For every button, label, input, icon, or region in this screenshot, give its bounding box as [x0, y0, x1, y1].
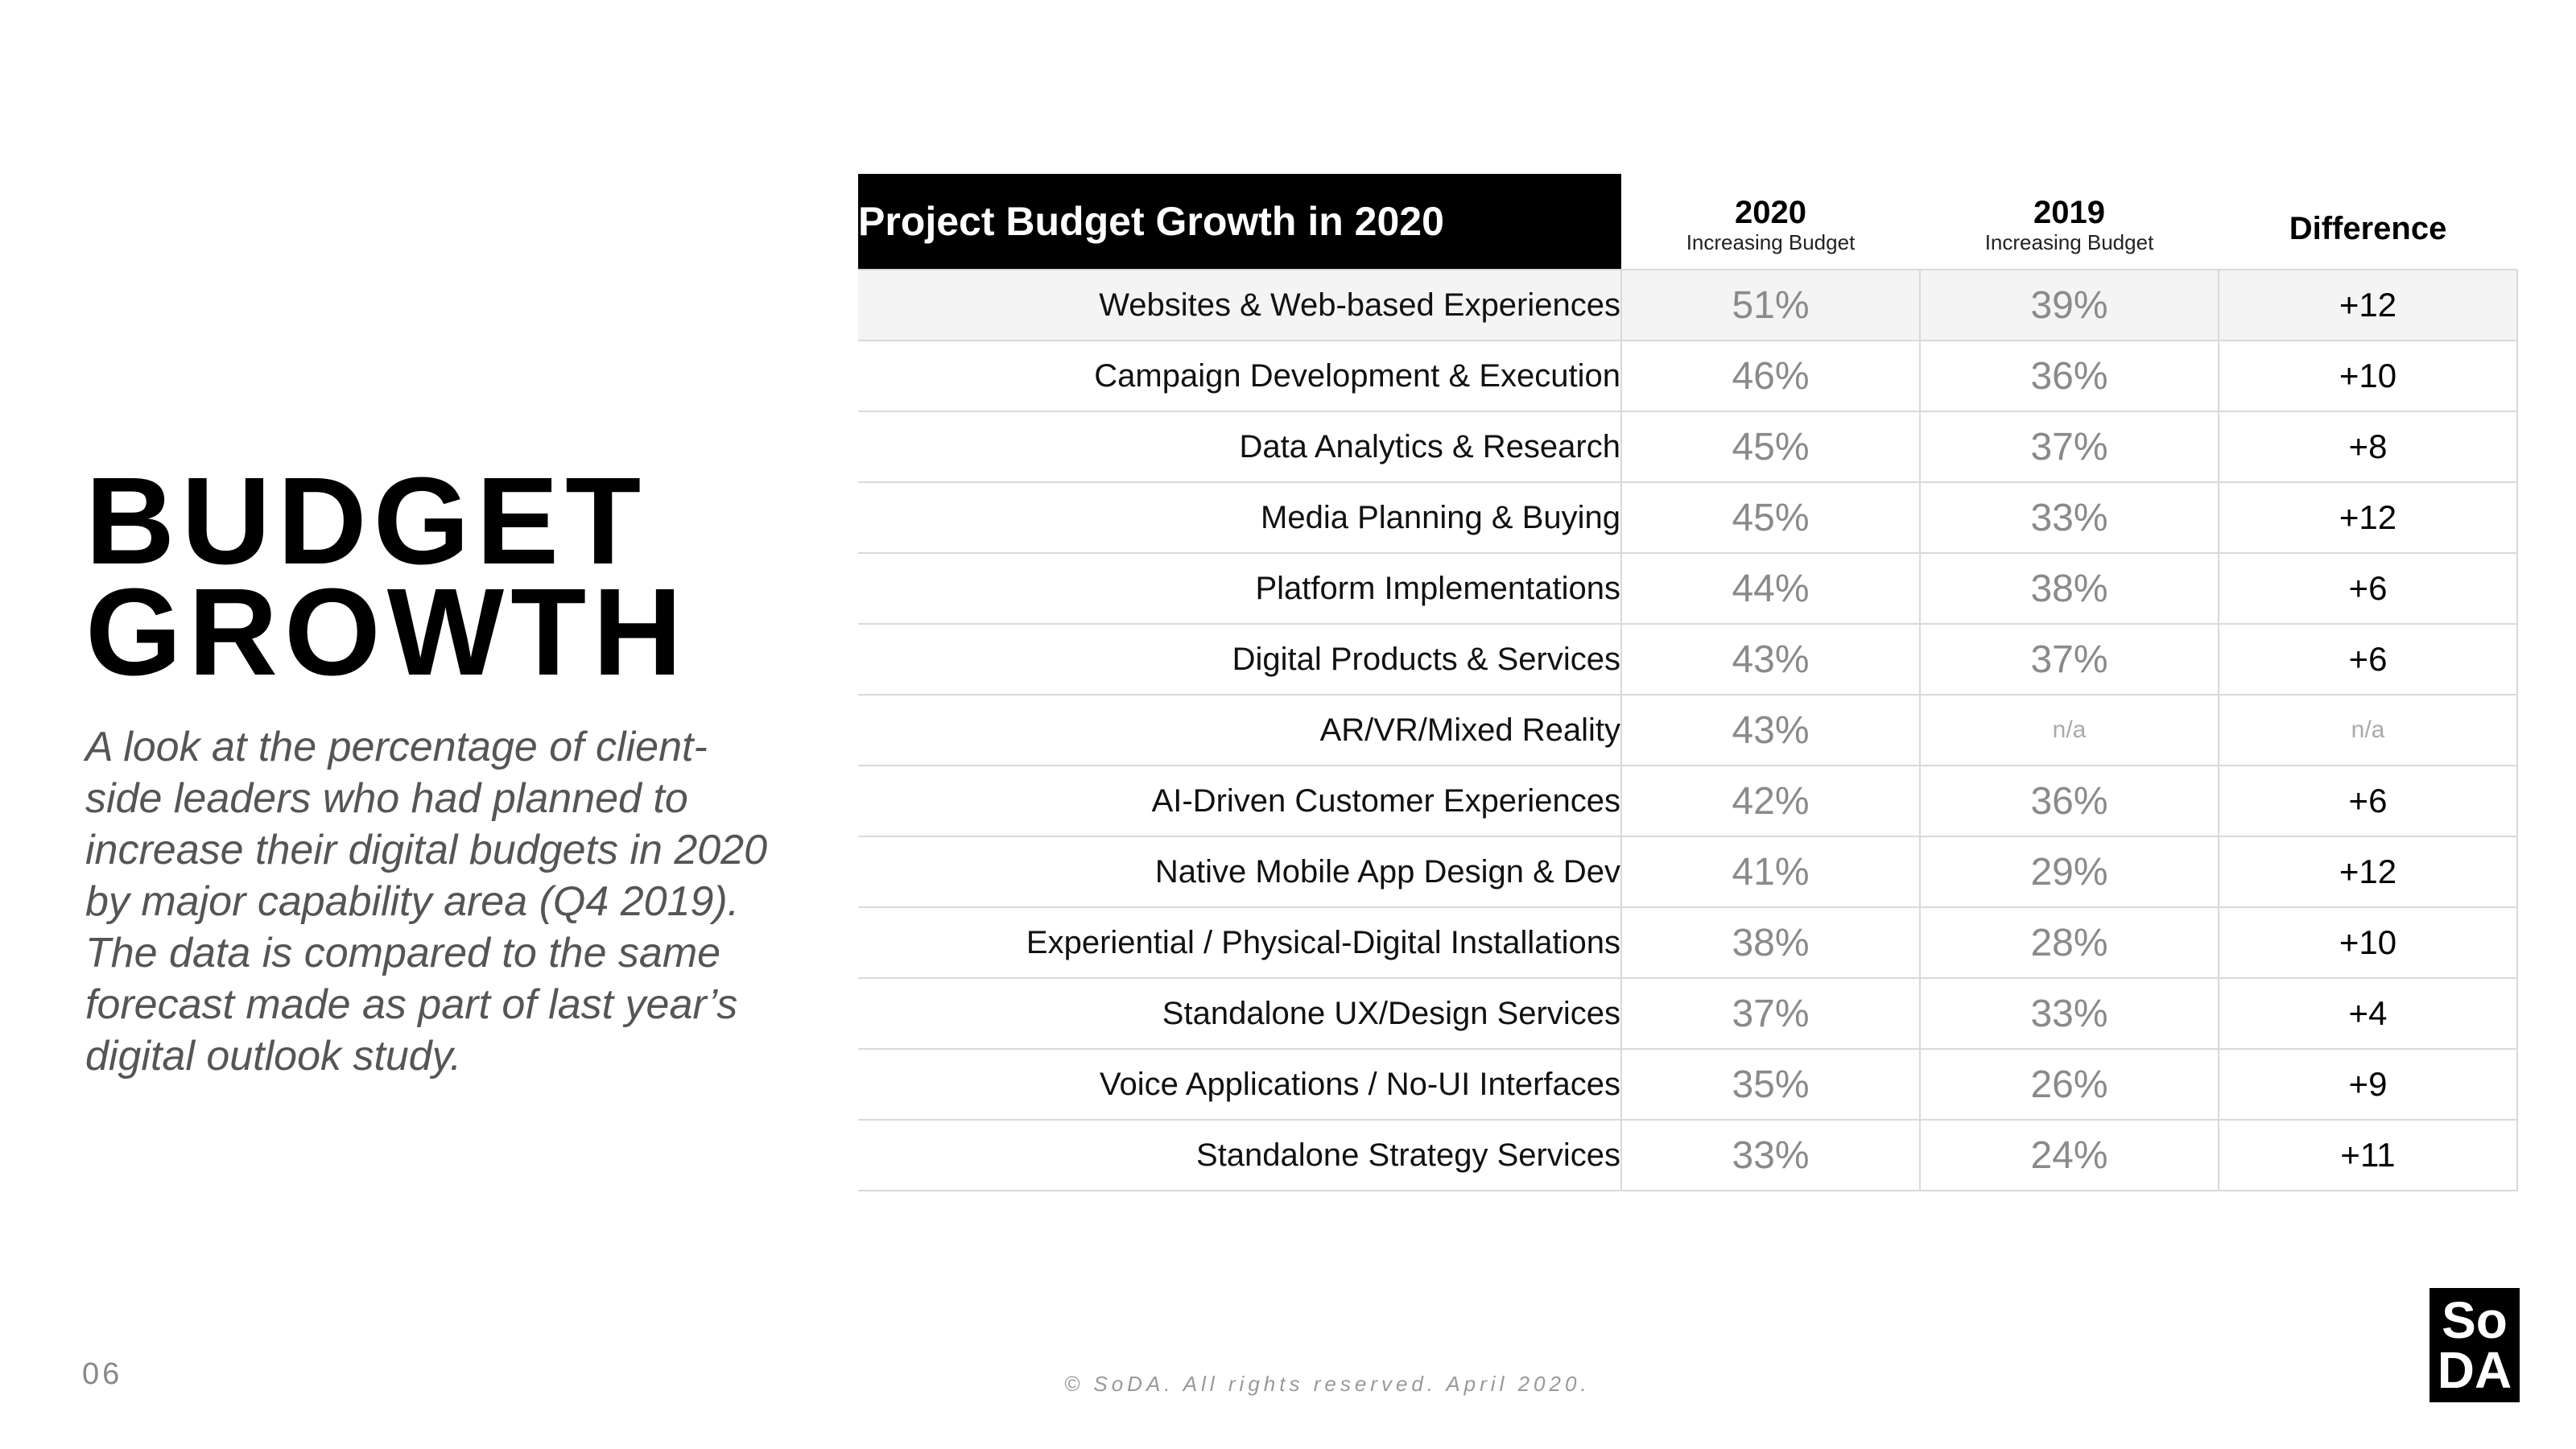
value-2019: 33%	[1920, 482, 2219, 553]
difference-value: +9	[2219, 1049, 2517, 1120]
value-2019: 33%	[1920, 978, 2219, 1049]
value-2020: 38%	[1621, 907, 1920, 978]
value-2020: 43%	[1621, 624, 1920, 695]
value-2019: 37%	[1920, 624, 2219, 695]
logo-line-2: DA	[2437, 1341, 2512, 1399]
column-2020-year: 2020	[1735, 195, 1806, 230]
table-row	[858, 766, 2517, 836]
column-difference-label: Difference	[2289, 210, 2447, 246]
value-2019: n/a	[1920, 695, 2219, 766]
row-label: Native Mobile App Design & Dev	[858, 836, 1621, 907]
column-2020-subtitle: Increasing Budget	[1686, 230, 1856, 254]
value-2019: 28%	[1920, 907, 2219, 978]
row-label: AI-Driven Customer Experiences	[858, 766, 1621, 836]
table-row	[858, 1120, 2517, 1191]
value-2019: 38%	[1920, 553, 2219, 624]
difference-value: +8	[2219, 411, 2517, 482]
value-2019: 26%	[1920, 1049, 2219, 1120]
budget-growth-table	[858, 174, 2518, 1191]
value-2019: 36%	[1920, 341, 2219, 411]
column-2019-year: 2019	[2033, 195, 2105, 230]
difference-value: +6	[2219, 624, 2517, 695]
copyright-notice: © SoDA. All rights reserved. April 2020.	[1064, 1372, 1591, 1396]
difference-value: +10	[2219, 907, 2517, 978]
value-2020: 35%	[1621, 1049, 1920, 1120]
value-2020: 41%	[1621, 836, 1920, 907]
value-2020: 43%	[1621, 695, 1920, 766]
row-label: Campaign Development & Execution	[858, 341, 1621, 411]
soda-logo	[2429, 1288, 2520, 1402]
table-row	[858, 341, 2517, 411]
row-label: Media Planning & Buying	[858, 482, 1621, 553]
value-2019: 24%	[1920, 1120, 2219, 1191]
value-2019: 36%	[1920, 766, 2219, 836]
row-label: Websites & Web-based Experiences	[858, 270, 1621, 341]
table-row	[858, 1049, 2517, 1120]
difference-value: +11	[2219, 1120, 2517, 1191]
logo-line-1: So	[2442, 1291, 2508, 1349]
table-row	[858, 836, 2517, 907]
difference-value: +10	[2219, 341, 2517, 411]
value-2020: 33%	[1621, 1120, 1920, 1191]
table-row	[858, 695, 2517, 766]
difference-value: n/a	[2219, 695, 2517, 766]
row-label: Voice Applications / No-UI Interfaces	[858, 1049, 1621, 1120]
row-label: AR/VR/Mixed Reality	[858, 695, 1621, 766]
table-row	[858, 482, 2517, 553]
value-2020: 45%	[1621, 482, 1920, 553]
difference-value: +6	[2219, 553, 2517, 624]
row-label: Digital Products & Services	[858, 624, 1621, 695]
table-row	[858, 270, 2517, 341]
row-label: Platform Implementations	[858, 553, 1621, 624]
value-2019: 29%	[1920, 836, 2219, 907]
value-2020: 46%	[1621, 341, 1920, 411]
table-row	[858, 978, 2517, 1049]
table-row	[858, 411, 2517, 482]
row-label: Experiential / Physical-Digital Installations	[858, 907, 1621, 978]
difference-value: +4	[2219, 978, 2517, 1049]
column-header-2020	[1621, 174, 1920, 270]
difference-value: +12	[2219, 482, 2517, 553]
table-row	[858, 907, 2517, 978]
intro-text: A look at the percentage of client-side leaders who had planned to increase their digital budgets in 2020 by major capability area (Q4 2019). The data is compared to the same forecast made as part of last year’s digital outlook study.	[85, 724, 768, 1080]
row-label: Standalone UX/Design Services	[858, 978, 1621, 1049]
value-2020: 51%	[1621, 270, 1920, 341]
row-label: Standalone Strategy Services	[858, 1120, 1621, 1191]
title-line-1: BUDGET	[85, 452, 648, 590]
table-title: Project Budget Growth in 2020	[858, 174, 1621, 270]
value-2020: 37%	[1621, 978, 1920, 1049]
row-label: Data Analytics & Research	[858, 411, 1621, 482]
table-body	[858, 270, 2517, 1191]
difference-value: +12	[2219, 836, 2517, 907]
value-2020: 45%	[1621, 411, 1920, 482]
title-line-2: GROWTH	[85, 563, 689, 701]
difference-value: +6	[2219, 766, 2517, 836]
page-title	[85, 452, 689, 701]
column-header-difference	[2219, 174, 2517, 270]
column-header-2019	[1920, 174, 2219, 270]
value-2019: 37%	[1920, 411, 2219, 482]
value-2020: 42%	[1621, 766, 1920, 836]
value-2020: 44%	[1621, 553, 1920, 624]
page-number: 06	[82, 1357, 123, 1391]
value-2019: 39%	[1920, 270, 2219, 341]
column-2019-subtitle: Increasing Budget	[1984, 230, 2154, 254]
difference-value: +12	[2219, 270, 2517, 341]
table-row	[858, 553, 2517, 624]
table-header-row	[858, 174, 2517, 270]
table-row	[858, 624, 2517, 695]
